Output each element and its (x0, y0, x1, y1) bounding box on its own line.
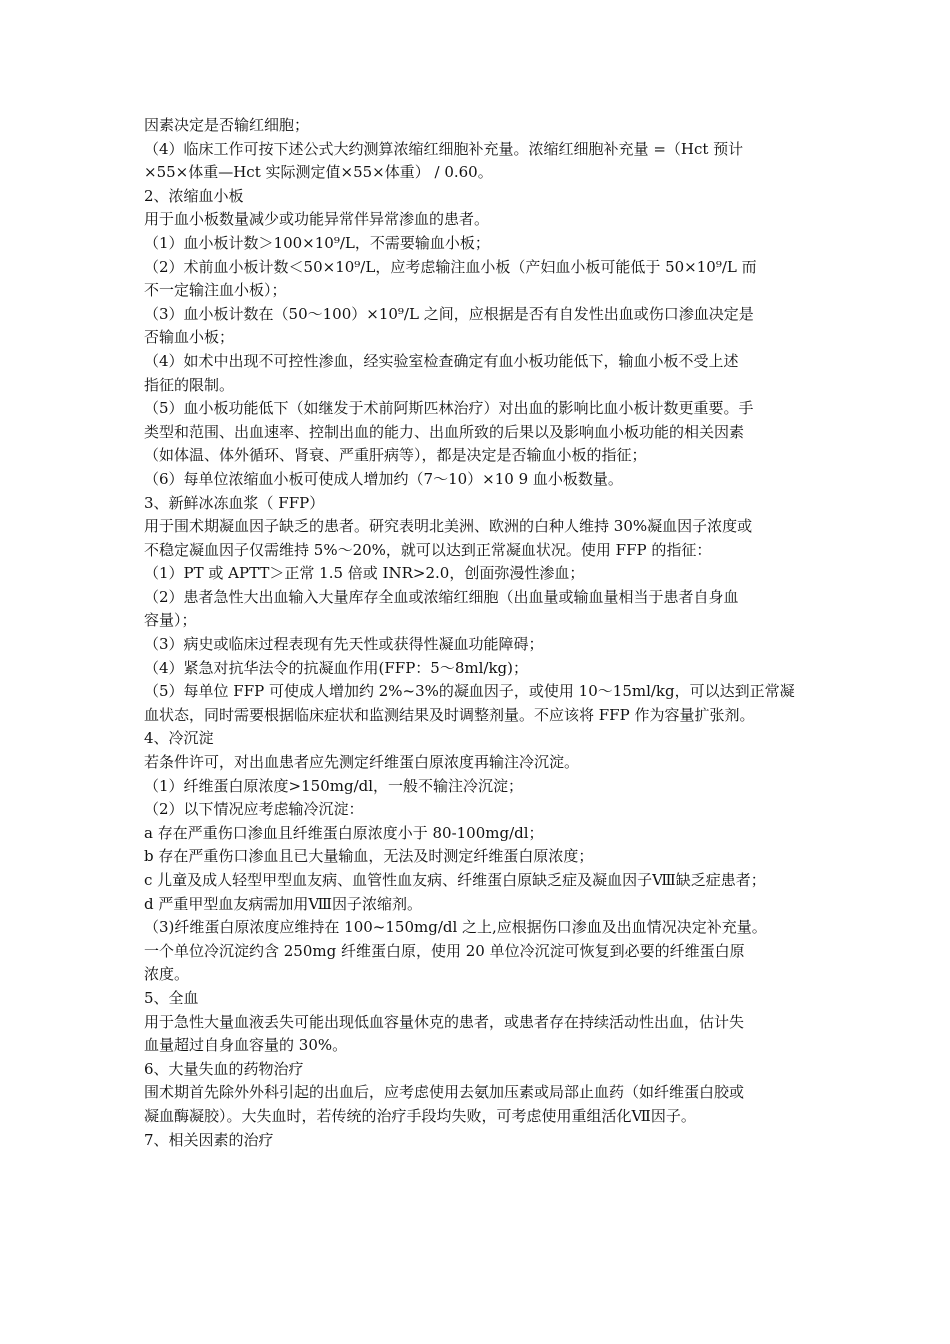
text-line: （6）每单位浓缩血小板可使成人增加约（7～10）×10 9 血小板数量。 (144, 469, 623, 488)
text-line: （2）术前血小板计数＜50×10⁹/L，应考虑输注血小板（产妇血小板可能低于 50×10⁹/L 而 (144, 257, 757, 276)
text-line: （3）血小板计数在（50～100）×10⁹/L 之间，应根据是否有自发性出血或伤口渗血决定是 (144, 304, 754, 323)
text-line: （5）血小板功能低下（如继发于术前阿斯匹林治疗）对出血的影响比血小板计数更重要。手 (144, 399, 754, 418)
text-line: d 严重甲型血友病需加用Ⅷ因子浓缩剂。 (144, 894, 422, 913)
section-heading: 3、新鲜冰冻血浆（ FFP） (144, 493, 325, 512)
text-line: b 存在严重伤口渗血且已大量输血，无法及时测定纤维蛋白原浓度； (144, 847, 594, 866)
text-line: 若条件许可，对出血患者应先测定纤维蛋白原浓度再输注冷沉淀。 (144, 753, 580, 772)
text-line: （1）血小板计数＞100×10⁹/L，不需要输血小板； (144, 233, 490, 252)
text-line: 容量）； (144, 611, 197, 630)
text-line: 不一定输注血小板）； (144, 281, 287, 300)
text-line: 血状态，同时需要根据临床症状和监测结果及时调整剂量。不应该将 FFP 作为容量扩张剂。 (144, 705, 755, 724)
text-line: 围术期首先除外外科引起的出血后，应考虑使用去氨加压素或局部止血药（如纤维蛋白胶或 (144, 1083, 745, 1102)
text-line: 因素决定是否输红细胞； (144, 116, 310, 134)
text-line: （4）紧急对抗华法令的抗凝血作用(FFP：5～8ml/kg)； (144, 658, 529, 677)
text-line: 用于围术期凝血因子缺乏的患者。研究表明北美洲、欧洲的白种人维持 30%凝血因子浓度或 (144, 517, 753, 536)
text-line: （3)纤维蛋白原浓度应维持在 100~150mg/dl 之上,应根据伤口渗血及出血情况决定补充量。 (144, 918, 767, 937)
text-line: 用于急性大量血液丢失可能出现低血容量休克的患者，或患者存在持续活动性出血，估计失 (144, 1012, 745, 1031)
text-line: （1）PT 或 APTT＞正常 1.5 倍或 INR>2.0，创面弥漫性渗血； (144, 564, 585, 583)
text-line: 凝血酶凝胶）。大失血时，若传统的治疗手段均失败，可考虑使用重组活化Ⅶ因子。 (144, 1106, 696, 1125)
text-line: （1）纤维蛋白原浓度>150mg/dl，一般不输注冷沉淀； (144, 776, 524, 795)
text-line: 否输血小板； (144, 328, 235, 347)
text-line: 指征的限制。 (144, 375, 235, 394)
section-heading: 5、全血 (144, 988, 199, 1007)
section-heading: 4、冷沉淀 (144, 729, 214, 748)
section-heading: 7、相关因素的治疗 (144, 1130, 274, 1149)
text-line: ×55×体重—Hct 实际测定值×55×体重） / 0.60。 (144, 163, 493, 182)
text-line: 血量超过自身血容量的 30%。 (144, 1036, 348, 1055)
text-line: （3）病史或临床过程表现有先天性或获得性凝血功能障碍； (144, 635, 544, 654)
text-line: （如体温、体外循环、肾衰、严重肝病等），都是决定是否输血小板的指征； (144, 446, 647, 465)
text-line: 用于血小板数量减少或功能异常伴异常渗血的患者。 (144, 210, 490, 229)
text-line: 不稳定凝血因子仅需维持 5%～20%，就可以达到正常凝血状况。使用 FFP 的指征： (144, 540, 712, 559)
text-line: 浓度。 (144, 965, 190, 984)
text-line: 类型和范围、出血速率、控制出血的能力、出血所致的后果以及影响血小板功能的相关因素 (144, 422, 745, 441)
text-line: 一个单位冷沉淀约含 250mg 纤维蛋白原，使用 20 单位冷沉淀可恢复到必要的纤维蛋白原 (144, 941, 745, 960)
section-heading: 2、浓缩血小板 (144, 186, 244, 205)
text-line: （2）以下情况应考虑输冷沉淀： (144, 800, 364, 819)
section-heading: 6、大量失血的药物治疗 (144, 1059, 304, 1078)
text-line: （5）每单位 FFP 可使成人增加约 2%~3%的凝血因子，或使用 10～15ml/kg，可以达到正常凝 (144, 682, 795, 701)
text-line: （4）临床工作可按下述公式大约测算浓缩红细胞补充量。浓缩红细胞补充量 =（Hct 预计 (144, 139, 744, 158)
document-body (144, 114, 814, 1152)
text-line: （2）患者急性大出血输入大量库存全血或浓缩红细胞（出血量或输血量相当于患者自身血 (144, 587, 739, 606)
text-line: a 存在严重伤口渗血且纤维蛋白原浓度小于 80-100mg/dl； (144, 823, 544, 842)
text-line: （4）如术中出现不可控性渗血，经实验室检查确定有血小板功能低下，输血小板不受上述 (144, 351, 739, 370)
text-line: c 儿童及成人轻型甲型血友病、血管性血友病、纤维蛋白原缺乏症及凝血因子Ⅷ缺乏症患者； (144, 871, 766, 889)
